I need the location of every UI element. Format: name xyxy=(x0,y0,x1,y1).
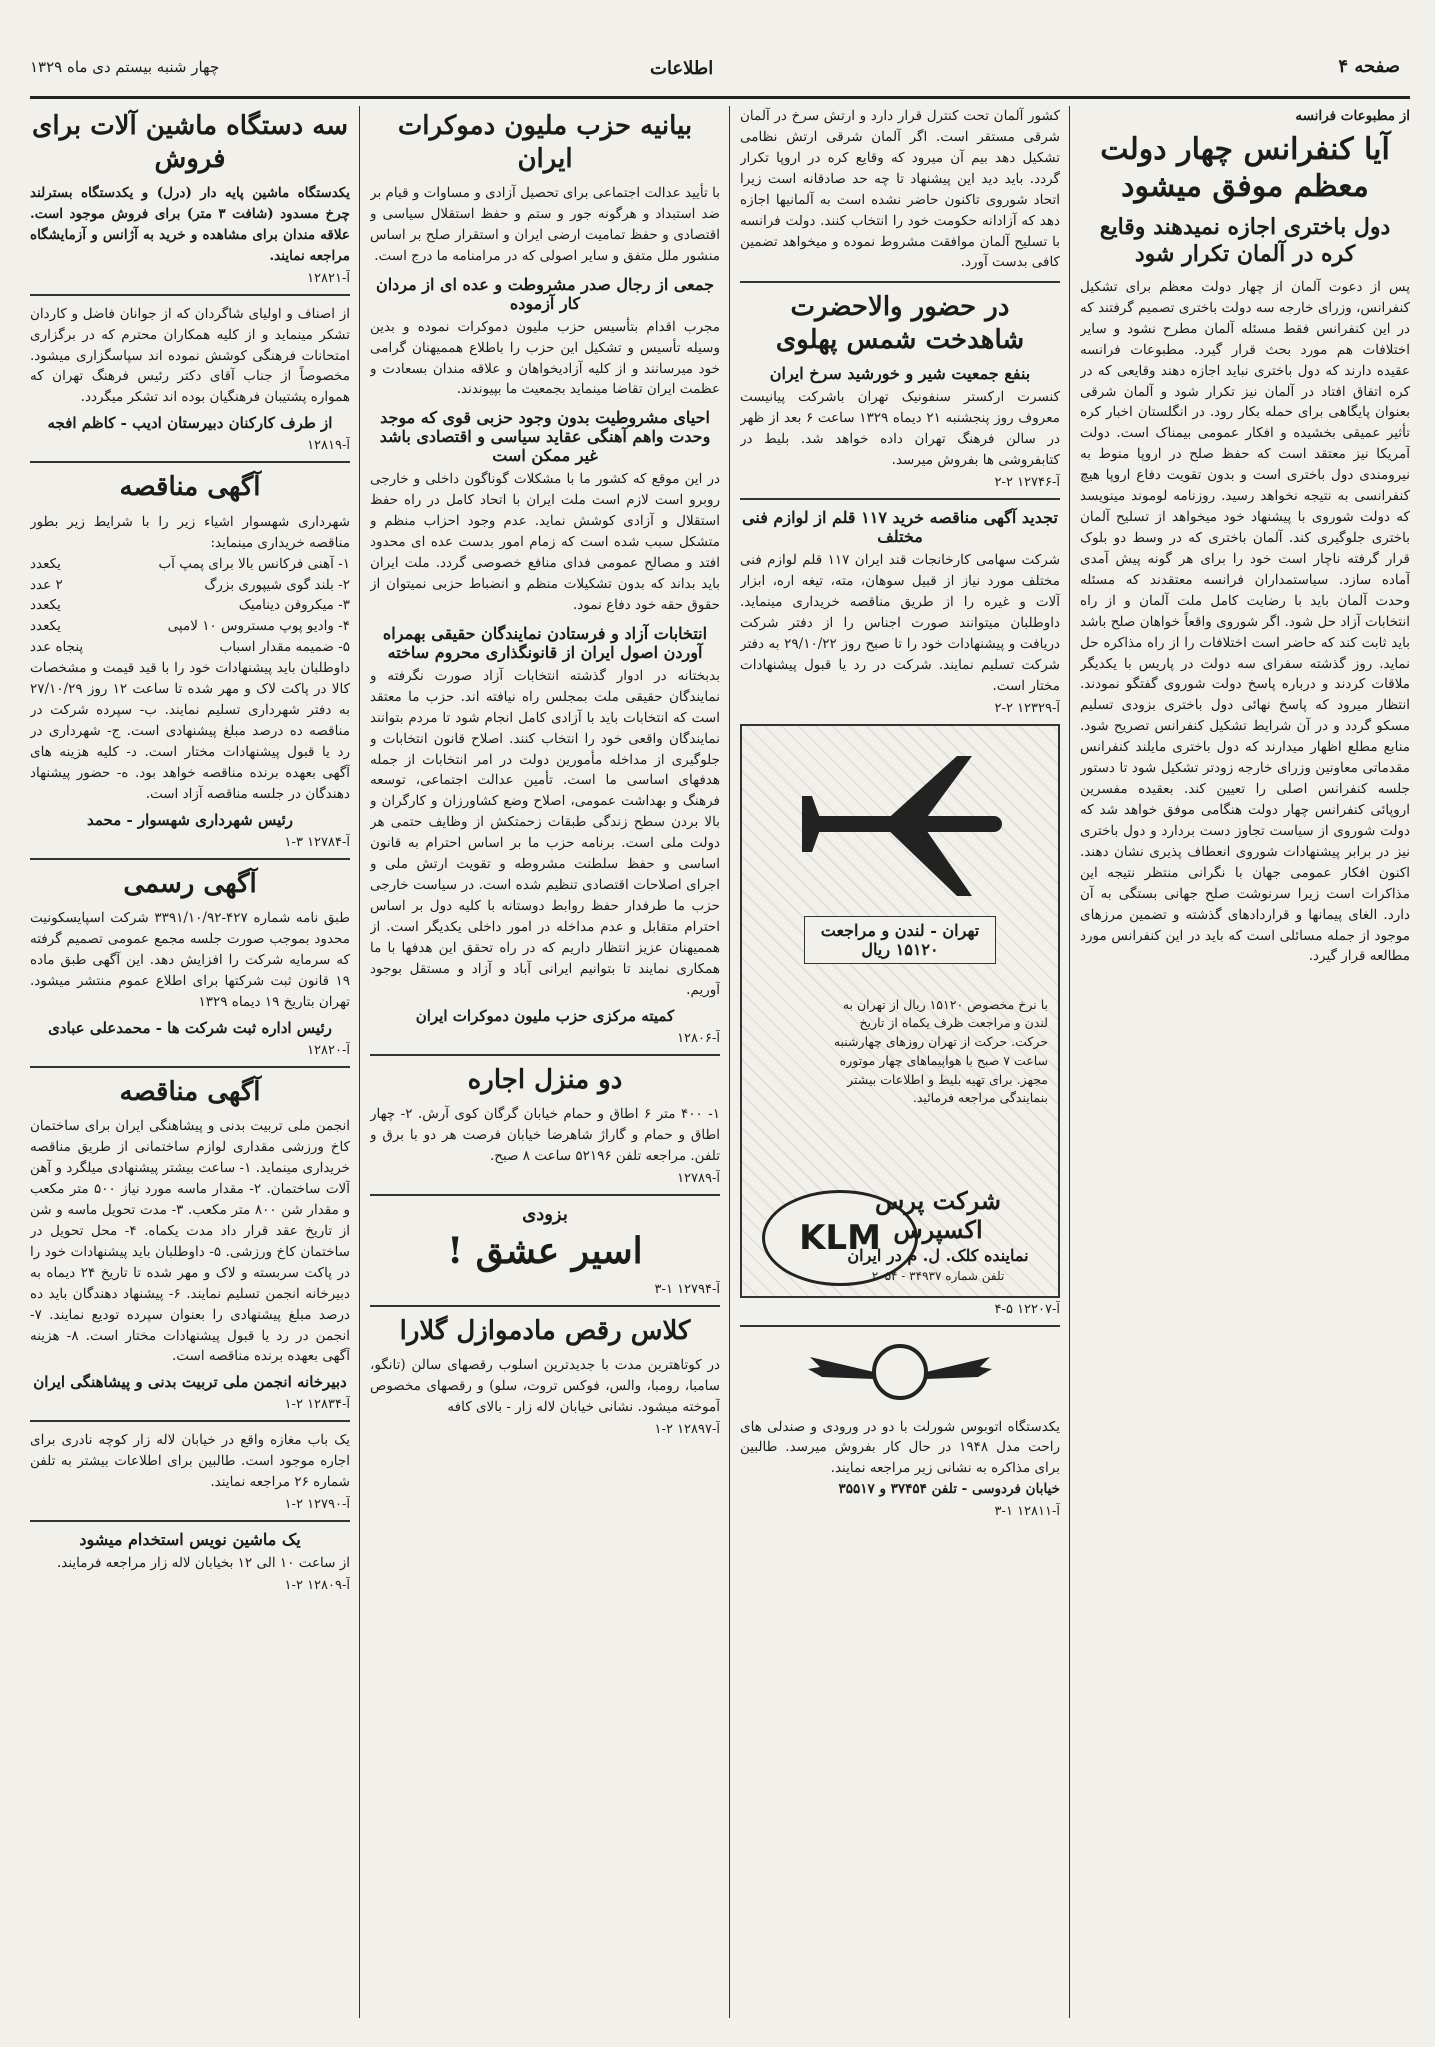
party-para-3: بدبختانه در ادوار گذشته انتخابات آزاد صورت نگرفته و نمایندگان حقیقی ملت بمجلس راه نیافته اند. حزب ما معتقد است که انتخابات باید با آزادی کامل انجام شود تا مردم بتوانند نمایندگان واقعی خود را انتخاب کنند. اصلاح قانون انتخابات و جلوگیری از مداخله مأمورین دولت در امر انتخابات از جمله هدفهای اساسی ما است. تأمین عدالت اجتماعی، توسعه فرهنگ و بهداشت عمومی، اصلاح وضع کشاورزان و کارگران و بالا بردن سطح زندگی طبقات زحمتکش از وظایف حتمی هر دولت ملی است. برنامه حزب ما بر اساس احترام به قانون اساسی و حفظ سلطنت مشروطه و تقویت ارتش ملی و اجرای اصلاحات اقتصادی تنظیم شده است. در سیاست خارجی حزب ما طرفدار حفظ روابط دوستانه با کلیه دول بر اساس احترام متقابل و عدم مداخله در امور داخلی یکدیگر است. از هممیهنان عزیز انتظار داریم که در راه تحقق این هدفها با ما همکاری نمایند تا بتوانیم ایرانی آباد و آزاد و مستقل بوجود آوریم. xyxy=(370,667,720,998)
column-party-statement xyxy=(370,106,720,2018)
newspaper-name: اطلاعات xyxy=(650,58,714,79)
article-body: پس از دعوت آلمان از چهار دولت معظم برای تشکیل کنفرانس، وزرای خارجه سه دولت باختری تصمیم گرفتند که در این کنفرانس فقط مسئله آلمان مطرح نشود و سایر اختلافات هم مورد بحث قرار گیرد. مطبوعات فرانسه عقیده دارند که دول باختری نباید اجازه دهند وقایعی که در کره اتفاق افتاد در آلمان نیز تکرار شود و آلمان شرقی بعنوان پایگاهی برای حمله بکار رود. در انگلستان اخبار کره تأثیر عمیقی بخشیده و افکار عمومی بیمناک است. دولت آمریکا نیز معتقد است که حفظ صلح در اروپا منوط به نیرومندی دول باختری است و بدون تقویت دفاع اروپا هیچ کنفرانسی به نتیجه نخواهد رسید. روزنامه لوموند مینویسد که دولت شوروی با پیشنهاد خود میخواهد از تسلیح آلمان باختری جلوگیری کند. آلمان باختری که در وسط دو بلوک قرار گرفته ناچار است خود را برای هر گونه پیش آمدی آماده سازد. سیاستمداران فرانسه معتقدند که مسئله وحدت آلمان باید با رضایت کامل ملت آلمان و از راه انتخابات آزاد حل شود. اگر شوروی واقعاً خواهان صلح باشد باید ثابت کند که حاضر است اختلافات را از راه مذاکره حل نماید. روز گذشته سفرای سه دولت در پاریس با یکدیگر ملاقات کردند و درباره پاسخ دولت شوروی گفتگو نمودند. انتظار میرود که پاسخ نهائی دول باختری بزودی تسلیم مسکو گردد و در آن شرایط تشکیل کنفرانس تصریح شود. منابع مطلع اظهار میدارند که دول باختری مایلند کنفرانس مقدماتی معاونین وزرای خارجه زودتر تشکیل شود تا دستور جلسه کنفرانس اصلی را تعیین کند. بعقیده مفسرین اروپائی کنفرانس چهار دولت هنگامی موفق خواهد شد که دولت شوروی از سیاست تجاوز دست بردارد و دول باختری نیز در برابر پیشنهادات شوروی انعطاف پذیری نشان دهند. اکنون افکار عمومی جهان با نگرانی منتظر نتیجه این مذاکرات است زیرا سرنوشت صلح جهانی بستگی به آن دارد. الغای پیمانها و قراردادهای گذشته و تضمین مرزهای موجود از جمله مسائلی است که باید در این کنفرانس مورد مطالعه قرار گیرد. xyxy=(1080,278,1410,965)
route-text: تهران - لندن و مراجعت xyxy=(820,920,980,940)
ad-ref: آ-۱۲۸۱۱ ۱-۳ xyxy=(994,1504,1060,1520)
ad-ref: آ-۱۲۷۹۰ ۲-۱ xyxy=(284,1497,350,1513)
article-headline: آیا کنفرانس چهار دولت معظم موفق میشود xyxy=(1100,131,1390,205)
ad-ref: آ-۱۲۷۸۴ ۳-۱ xyxy=(284,834,350,850)
klm-company xyxy=(828,1186,1048,1286)
company-phone: تلفن شماره ۳۴۹۳۷ - ۲۰۵۴ xyxy=(871,1268,1005,1283)
dance-class-title: کلاس رقص مادموازل گلارا xyxy=(399,1315,691,1346)
tender-2-signature: دبیرخانه انجمن ملی تربیت بدنی و پیشاهنگی ایران xyxy=(33,1373,347,1392)
item-name: ۵- ضمیمه مقدار اسباب xyxy=(219,639,350,656)
klm-route xyxy=(804,916,996,964)
airplane-icon xyxy=(782,746,1022,906)
ad-ref: آ-۱۲۷۸۹ xyxy=(677,1170,720,1186)
column-rule xyxy=(729,106,730,2018)
divider xyxy=(370,1194,720,1196)
official-notice-body: طبق نامه شماره ۴۲۷-۳۳۹۱/۱۰/۹۲ شرکت اسپایسکونیت محدود بموجب صورت جلسه مجمع عمومی تصمیم گرفته که سرمایه شرکت را افزایش دهد. این آگهی طبق ماده ۱۹ قانون ثبت شرکتها برای اطلاع عموم منتشر میشود. تهران بتاریخ ۱۹ دیماه ۱۳۲۹ xyxy=(30,910,350,1010)
item-name: ۱- آهنی فرکانس بالا برای پمپ آب xyxy=(158,555,350,572)
tender-sugar-title: تجدید آگهی مناقصه خرید ۱۱۷ قلم از لوازم فنی مختلف xyxy=(742,508,1058,547)
article-continuation: کشور آلمان تحت کنترل قرار دارد و ارتش سرخ در آلمان شرقی مستقر است. اگر آلمان شرقی ارتش نظامی تشکیل دهد بیم آن میرود که وقایع کره در اروپا تکرار گردد. باید دید این پیشنهاد تا چه حد صادقانه است زیرا اتحاد شوروی تاکنون حاضر نشده است به آلمانیها اجازه دهد که آزادانه حکومت خود را انتخاب کنند. دولت فرانسه با تسلیح آلمان موافقت مشروط نموده و میخواهد تضمین کافی بدست آورد. xyxy=(740,108,1060,271)
ad-ref: آ-۱۲۸۱۹ xyxy=(307,438,350,454)
company-rep: نماینده کلک. ل. م در ایران xyxy=(847,1245,1029,1265)
divider xyxy=(740,1325,1060,1327)
tender-2-body: انجمن ملی تربیت بدنی و پیشاهنگی ایران برای ساختمان کاخ ورزشی مقداری لوازم ساختمانی از طریق مناقصه خریداری مینماید. ۱- ساعت بیشتر پیشنهادی میلگرد و آهن آلات ساختمان. ۲- مقدار ماسه مورد نیاز ۵۰۰ متر مکعب و مقدار شن ۸۰۰ متر مکعب. ۳- مدت تحویل ماسه و شن از تاریخ عقد قرار داد مدت یکماه. ۴- محل تحویل در ساختمان کاخ ورزشی. ۵- داوطلبان باید پیشنهادات خود را در پاکت سربسته و لاک و مهر شده تا تاریخ ۲۴ دیماه به دبیرخانه انجمن تسلیم نمایند. ۶- پیشنهاد دهندگان باید ده درصد مبلغ پیشنهادی را بعنوان سپرده تودیع نمایند. ۷- انجمن در رد یا قبول پیشنهادات مختار است. ۸- هزینه آگهی بعهده برنده مناقصه است. xyxy=(30,1118,350,1365)
divider xyxy=(30,294,350,296)
column-rule xyxy=(359,106,360,2018)
item-name: ۳- میکروفن دینامیک xyxy=(238,597,350,614)
party-section-3: انتخابات آزاد و فرستادن نمایندگان حقیقی بهمراه آوردن اصول ایران از قانونگذاری محروم ساخته xyxy=(382,623,708,662)
ad-ref: آ-۱۲۸۳۴ ۲-۱ xyxy=(284,1397,350,1413)
bus-sale-body: یکدستگاه اتوبوس شورلت با دو در ورودی و صندلی های راحت مدل ۱۹۴۸ در حال کار بفروش میرسد. طالبین برای مذاکره به نشانی زیر مراجعه نمایند. xyxy=(740,1418,1060,1477)
tender-1-signature: رئیس شهرداری شهسوار - محمد xyxy=(86,810,294,829)
company-name: شرکت پرس اکسپرس xyxy=(875,1185,1001,1244)
article-kicker: از مطبوعات فرانسه xyxy=(1295,108,1410,124)
tender-1-body: داوطلبان باید پیشنهادات خود را با قید قیمت و مشخصات کالا در پاکت لاک و مهر شده تا ساعت ۱۲ روز ۲۷/۱۰/۲۹ به دفتر شهرداری تسلیم نمایند. ب- سپرده شرکت در مناقصه ده درصد مبلغ پیشنهادی است. ج- شهرداری در رد یا قبول پیشنهادات مختار است. د- کلیه هزینه های آگهی بعهده برنده مناقصه خواهد بود. ه- حضور پیشنهاد دهندگان در جلسه مناقصه آزاد است. xyxy=(30,660,350,802)
divider xyxy=(30,1066,350,1068)
official-notice-title: آگهی رسمی xyxy=(123,868,257,899)
ad-ref: آ-۱۲۸۰۶ xyxy=(677,1030,720,1046)
page-number: صفحه ۴ xyxy=(1338,56,1400,77)
masthead xyxy=(30,28,1410,99)
klm-advertisement xyxy=(740,724,1060,1298)
item-qty: ۲ عدد xyxy=(30,576,63,593)
film-title: اسیر عشق ! xyxy=(447,1229,643,1272)
party-para-2: در این موقع که کشور ما با مشکلات گوناگون داخلی و خارجی روبرو است لازم است ملت ایران با اتحاد کامل در راه حفظ استقلال و آزادی کوشش نماید. عدم وجود احزاب منظم و متشکل سبب شده است که زمام امور بدست عده ای محدود افتد و مصالح عمومی فدای منافع خصوصی گردد. ملت ایران باید بداند که بدون تشکیلات منظم و انضباط حزبی نمیتوان از حقوق حقه خود دفاع نمود. xyxy=(370,471,720,613)
divider xyxy=(740,498,1060,500)
divider xyxy=(370,1054,720,1056)
thanks-signature: از طرف کارکنان دبیرستان ادیب - کاظم افجه xyxy=(47,414,333,433)
issue-date: چهار شنبه بیستم دی ماه ۱۳۲۹ xyxy=(30,58,220,76)
ad-ref: آ-۱۲۳۲۹ ۲-۲ xyxy=(994,700,1060,716)
party-para-1: مجرب اقدام بتأسیس حزب ملیون دموکرات نموده و بدین وسیله تأسیس و تشکیل این حزب را باطلاع هممیهنان گرامی خود میرسانند و از کلیه آزادیخواهان و علاقه مندان بسعادت و عظمت ایران تقاضا مینماید بجمعیت ما بپیوندند. xyxy=(370,318,720,398)
tender-item-row xyxy=(30,595,350,616)
concert-ad-body: کنسرت ارکستر سنفونیک تهران باشرکت پیانیست معروف روز پنجشنبه ۲۱ دیماه ۱۳۲۹ ساعت ۶ بعد از ظهر در سالن فرهنگ تهران داده خواهد شد. بلیط در کتابفروشی ها بفروش میرسد. xyxy=(740,389,1060,469)
ad-ref: آ-۱۲۸۲۰ xyxy=(307,1042,350,1058)
shop-rent-body: یک باب مغازه واقع در خیابان لاله زار کوچه نادری برای اجاره موجود است. طالبین برای اطلاعات بیشتر به تلفن شماره ۲۶ مراجعه نمایند. xyxy=(30,1432,350,1491)
divider xyxy=(30,858,350,860)
tender-item-row xyxy=(30,575,350,596)
divider xyxy=(740,281,1060,283)
party-signature: کمیته مرکزی حزب ملیون دموکرات ایران xyxy=(415,1006,675,1025)
tender-sugar-body: شرکت سهامی کارخانجات قند ایران ۱۱۷ قلم لوازم فنی مختلف مورد نیاز از قبیل سوهان، مته، تیغه اره، ابزار آلات و غیره را از طریق مناقصه خریداری مینماید. داوطلبان میتوانند صورت اجناس را از دفتر شرکت دریافت و پیشنهادات خود را تا صبح روز ۲۹/۱۰/۲۲ به دفتر شرکت تسلیم نمایند. شرکت در رد یا قبول پیشنهادات مختار است. xyxy=(740,552,1060,694)
official-notice-signature: رئیس اداره ثبت شرکت ها - محمدعلی عبادی xyxy=(48,1018,332,1037)
item-qty: یکعدد xyxy=(30,597,61,614)
item-qty: یکعدد xyxy=(30,555,61,572)
divider xyxy=(30,461,350,463)
ad-ref: آ-۱۲۷۹۴ ۱-۳ xyxy=(654,1281,720,1297)
tender-item-row xyxy=(30,637,350,658)
tender-1-intro: شهرداری شهسوار اشیاء زیر را با شرایط زیر بطور مناقصه خریداری مینماید: xyxy=(30,513,350,551)
ad-ref: آ-۱۲۲۰۷ ۵-۴ xyxy=(994,1301,1060,1317)
bus-sale-address: خیابان فردوسی - تلفن ۳۷۴۵۴ و ۳۵۵۱۷ xyxy=(838,1481,1060,1498)
ad-ref: آ-۱۲۷۴۶ ۲-۲ xyxy=(994,475,1060,491)
klm-details: با نرخ مخصوص ۱۵۱۲۰ ریال از تهران به لندن و مراجعت ظرف یکماه از تاریخ حرکت. حرکت از تهران روزهای چهارشنبه ساعت ۷ صبح با هواپیماهای چهار موتوره مجهز. برای تهیه بلیط و اطلاعات بیشتر بنمایندگی مراجعه فرمائید. xyxy=(833,996,1048,1106)
concert-ad-subtitle: بنفع جمعیت شیر و خورشید سرخ ایران xyxy=(769,364,1031,384)
tender-2-title: آگهی مناقصه xyxy=(119,1076,261,1107)
thanks-body: از اصناف و اولیای شاگردان که از جوانان فاضل و کاردان تشکر مینماید و از کلیه همکاران محترم که در برگزاری امتحانات فرهنگی کوشش نموده اند سپاسگزاری میشود. مخصوصاً از جناب آقای دکتر رئیس فرهنگ تهران که همواره پشتیبان فرهنگیان بوده اند تشکر میگردد. xyxy=(30,305,350,406)
tender-1-items xyxy=(30,554,350,659)
divider xyxy=(370,1305,720,1307)
article-subhead: دول باختری اجازه نمیدهند وقایع کره در آلمان تکرار شود xyxy=(1099,213,1391,268)
job-body: از ساعت ۱۰ الی ۱۲ بخیابان لاله زار مراجعه فرمایند. xyxy=(56,1555,350,1572)
tender-item-row xyxy=(30,616,350,637)
party-intro: با تأیید عدالت اجتماعی برای تحصیل آزادی و مساوات و قیام بر ضد استبداد و هرگونه جور و ستم و حفظ استقلال سیاسی و اقتصادی و حفظ تمامیت ارضی ایران و استقرار صلح بر اساس منشور ملل متفق و سایر اصولی که در مرامنامه ما درج است. xyxy=(370,185,720,264)
dance-class-body: در کوتاهترین مدت با جدیدترین اسلوب رقصهای سالن (تانگو، سامبا، رومبا، والس، فوکس تروت، سلو) و رقصهای مخصوص آموخته میشود. نشانی خیابان لاله زار - بالای کافه xyxy=(370,1357,720,1416)
klm-logo: KLM xyxy=(762,1190,918,1286)
job-title: یک ماشین نویس استخدام میشود xyxy=(79,1530,301,1550)
ad-ref: آ-۱۲۸۲۱ xyxy=(307,270,350,286)
item-qty: یکعدد xyxy=(30,618,61,635)
item-name: ۲- بلند گوی شیپوری بزرگ xyxy=(204,576,350,593)
party-section-1: جمعی از رجال صدر مشروطت و عده ای از مردان کار آزموده xyxy=(375,274,715,313)
rent-title: دو منزل اجاره xyxy=(467,1064,623,1095)
tender-item-row xyxy=(30,554,350,575)
item-qty: پنجاه عدد xyxy=(30,639,84,656)
divider xyxy=(30,1420,350,1422)
ad-ref: آ-۱۲۸۹۷ ۲-۱ xyxy=(654,1422,720,1438)
airline-wings-emblem xyxy=(800,1337,1000,1407)
ad-ref: آ-۱۲۸۰۹ ۲-۱ xyxy=(284,1578,350,1594)
film-kicker: بزودی xyxy=(522,1203,568,1225)
column-notices xyxy=(30,106,350,2018)
item-name: ۴- وادیو پوپ مستروس ۱۰ لامپی xyxy=(167,618,350,635)
machines-sale-body: یکدستگاه ماشین پایه دار (درل) و یکدستگاه بسترلند چرخ مسدود (شافت ۳ متر) برای فروش موجود است. علاقه مندان برای مشاهده و خرید به آژانس و آزمایشگاه مراجعه نمایند. xyxy=(30,185,350,264)
column-france-article xyxy=(1080,106,1410,2018)
divider xyxy=(30,1520,350,1522)
party-section-2: احیای مشروطیت بدون وجود حزبی قوی که موجد وحدت واهم آهنگی عقاید سیاسی و اقتصادی باشد غیر ممکن است xyxy=(379,408,711,466)
tender-1-title: آگهی مناقصه xyxy=(119,472,261,503)
route-price: ۱۵۱۲۰ ریال xyxy=(861,939,939,959)
concert-ad-title: در حضور والاحضرت شاهدخت شمس پهلوی xyxy=(775,292,1025,355)
party-headline: بیانیه حزب ملیون دموکرات ایران xyxy=(397,111,693,174)
rent-body: ۱- ۴۰۰ متر ۶ اطاق و حمام خیابان گرگان کوی آرش. ۲- چهار اطاق و حمام و گاراژ شاهرضا خیابان فرصت هر دو با برق و تلفن. مراجعه تلفن ۵۲۱۹۶ ساعت ۸ صبح. xyxy=(370,1106,720,1164)
machines-sale-title: سه دستگاه ماشین آلات برای فروش xyxy=(32,111,348,174)
newspaper-page xyxy=(30,28,1410,2028)
column-ads-right xyxy=(740,106,1060,2018)
column-rule xyxy=(1069,106,1070,2018)
